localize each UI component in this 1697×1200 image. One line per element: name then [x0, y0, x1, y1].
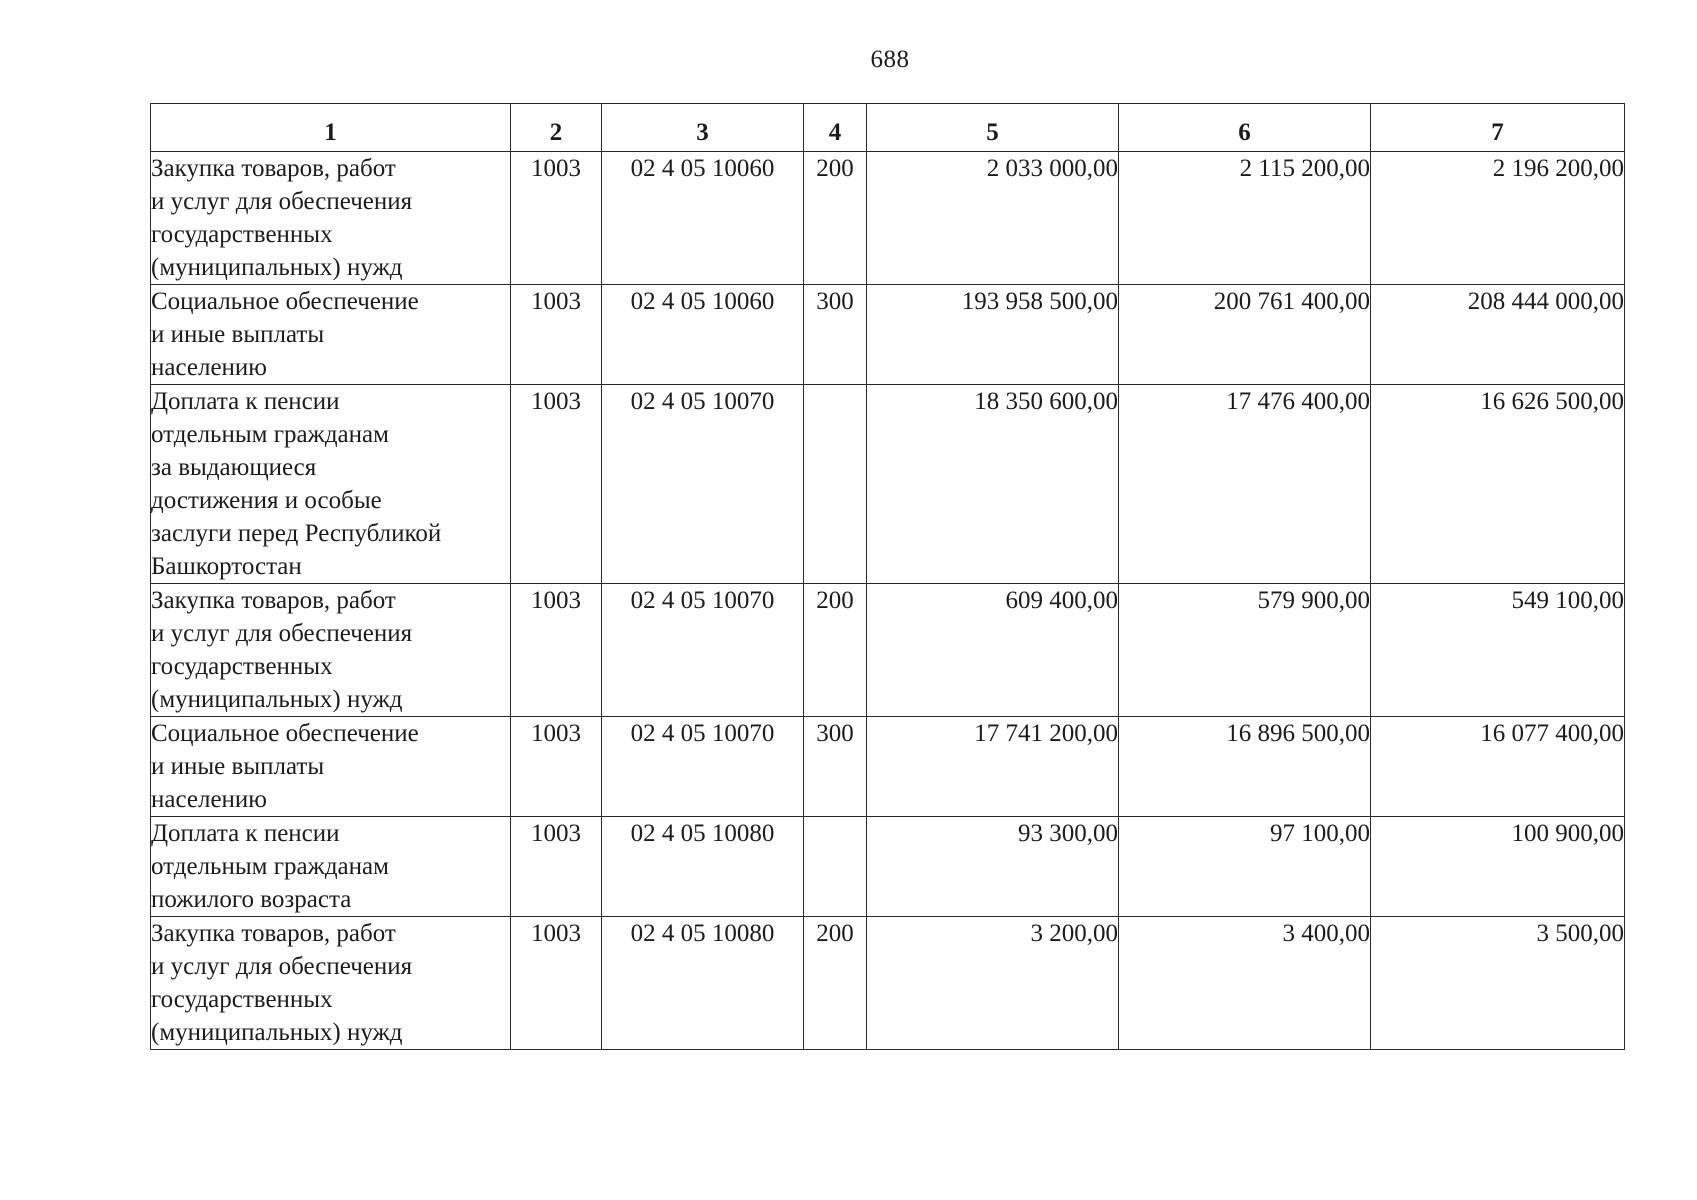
row-name-line: (муниципальных) нужд: [151, 1019, 403, 1046]
col-header-2: 2: [511, 104, 602, 152]
amount-col6-cell: 3 400,00: [1119, 917, 1371, 1050]
row-name-line: Социальное обеспечение: [151, 720, 419, 747]
table-row: [151, 385, 1625, 584]
amount-col7-cell: 100 900,00: [1371, 817, 1625, 917]
row-name-line: Социальное обеспечение: [151, 288, 419, 315]
row-name-cell: [151, 385, 511, 584]
amount-col7-cell: 208 444 000,00: [1371, 285, 1625, 385]
target-article-cell: 02 4 05 10080: [602, 817, 804, 917]
table-row: [151, 584, 1625, 717]
col-header-5: 5: [867, 104, 1119, 152]
row-name-line: государственных: [151, 986, 333, 1013]
expense-type-cell: [804, 817, 867, 917]
amount-col5-cell: 193 958 500,00: [867, 285, 1119, 385]
section-code-cell: 1003: [511, 584, 602, 717]
row-name-line: государственных: [151, 653, 333, 680]
expense-type-cell: 300: [804, 717, 867, 817]
amount-col6-cell: 200 761 400,00: [1119, 285, 1371, 385]
row-name-line: и услуг для обеспечения: [151, 953, 413, 980]
row-name-line: (муниципальных) нужд: [151, 254, 403, 281]
target-article-cell: 02 4 05 10070: [602, 584, 804, 717]
section-code-cell: 1003: [511, 285, 602, 385]
amount-col6-cell: 2 115 200,00: [1119, 152, 1371, 285]
row-name-line: населению: [151, 354, 267, 381]
amount-col6-cell: 17 476 400,00: [1119, 385, 1371, 584]
amount-col5-cell: 18 350 600,00: [867, 385, 1119, 584]
expense-type-cell: 300: [804, 285, 867, 385]
col-header-4: 4: [804, 104, 867, 152]
target-article-cell: 02 4 05 10060: [602, 285, 804, 385]
amount-col6-cell: 16 896 500,00: [1119, 717, 1371, 817]
row-name-cell: [151, 917, 511, 1050]
row-name-line: Башкортостан: [151, 553, 302, 580]
amount-col7-cell: 16 626 500,00: [1371, 385, 1625, 584]
amount-col6-cell: 97 100,00: [1119, 817, 1371, 917]
row-name-line: и иные выплаты: [151, 753, 325, 780]
amount-col7-cell: 549 100,00: [1371, 584, 1625, 717]
row-name-line: Закупка товаров, работ: [151, 155, 396, 182]
amount-col5-cell: 17 741 200,00: [867, 717, 1119, 817]
row-name-line: и услуг для обеспечения: [151, 188, 413, 215]
target-article-cell: 02 4 05 10080: [602, 917, 804, 1050]
section-code-cell: 1003: [511, 917, 602, 1050]
section-code-cell: 1003: [511, 152, 602, 285]
expense-type-cell: 200: [804, 917, 867, 1050]
section-code-cell: 1003: [511, 717, 602, 817]
amount-col6-cell: 579 900,00: [1119, 584, 1371, 717]
table-row: [151, 917, 1625, 1050]
expense-type-cell: [804, 385, 867, 584]
expense-type-cell: 200: [804, 152, 867, 285]
amount-col7-cell: 16 077 400,00: [1371, 717, 1625, 817]
target-article-cell: 02 4 05 10070: [602, 717, 804, 817]
row-name-line: населению: [151, 786, 267, 813]
col-header-6: 6: [1119, 104, 1371, 152]
amount-col7-cell: 3 500,00: [1371, 917, 1625, 1050]
section-code-cell: 1003: [511, 385, 602, 584]
budget-table: [150, 103, 1625, 1050]
row-name-cell: [151, 717, 511, 817]
amount-col5-cell: 2 033 000,00: [867, 152, 1119, 285]
row-name-line: заслуги перед Республикой: [151, 520, 442, 547]
target-article-cell: 02 4 05 10070: [602, 385, 804, 584]
row-name-line: (муниципальных) нужд: [151, 686, 403, 713]
table-row: [151, 152, 1625, 285]
row-name-line: за выдающиеся: [151, 454, 317, 481]
row-name-cell: [151, 285, 511, 385]
row-name-line: и иные выплаты: [151, 321, 325, 348]
col-header-3: 3: [602, 104, 804, 152]
amount-col7-cell: 2 196 200,00: [1371, 152, 1625, 285]
row-name-line: пожилого возраста: [151, 886, 352, 913]
row-name-line: Закупка товаров, работ: [151, 920, 396, 947]
amount-col5-cell: 3 200,00: [867, 917, 1119, 1050]
row-name-line: Закупка товаров, работ: [151, 587, 396, 614]
expense-type-cell: 200: [804, 584, 867, 717]
row-name-line: Доплата к пенсии: [151, 388, 340, 415]
col-header-1: 1: [151, 104, 511, 152]
row-name-line: достижения и особые: [151, 487, 382, 514]
table-row: [151, 817, 1625, 917]
row-name-line: государственных: [151, 221, 333, 248]
target-article-cell: 02 4 05 10060: [602, 152, 804, 285]
row-name-line: отдельным гражданам: [151, 853, 389, 880]
row-name-line: отдельным гражданам: [151, 421, 389, 448]
header-row: [151, 104, 1625, 152]
section-code-cell: 1003: [511, 817, 602, 917]
amount-col5-cell: 93 300,00: [867, 817, 1119, 917]
row-name-cell: [151, 584, 511, 717]
row-name-cell: [151, 152, 511, 285]
col-header-7: 7: [1371, 104, 1625, 152]
row-name-line: и услуг для обеспечения: [151, 620, 413, 647]
row-name-line: Доплата к пенсии: [151, 820, 340, 847]
row-name-cell: [151, 817, 511, 917]
table-row: [151, 717, 1625, 817]
table-row: [151, 285, 1625, 385]
amount-col5-cell: 609 400,00: [867, 584, 1119, 717]
page-number: 688: [870, 46, 910, 73]
